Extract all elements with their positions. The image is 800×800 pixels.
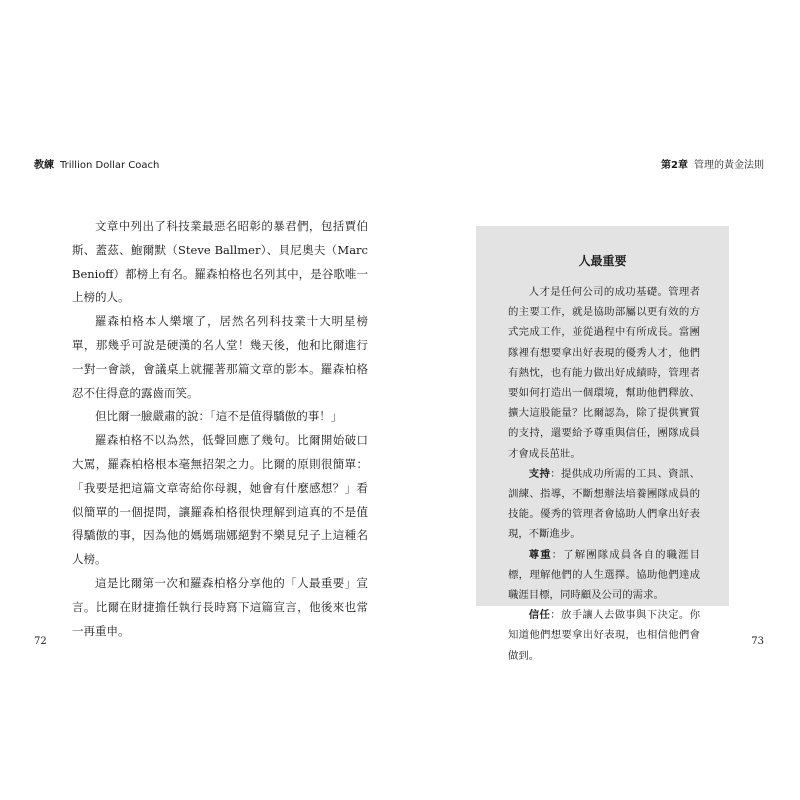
paragraph: 但比爾一臉嚴肅的說：「這不是值得驕傲的事！」 [95, 409, 343, 424]
sidebar-intro: 人才是任何公司的成功基礎。管理者的主要工作，就是協助部屬以更有效的方式完成工作，並從過程中有所成長。當團隊裡有想要拿出好表現的優秀人才，他們有熱忱，也有能力做出好成績時，管理者要如何打造出一個環境，幫助他們釋放、擴大這股能量？比爾認為，除了提供實質的支持，還要給予尊重與信任，團隊成員才會成長茁壯。 [508, 286, 700, 460]
sidebar-body [508, 282, 700, 666]
sidebar-item-term: 支持 [528, 467, 551, 480]
sidebar-item-term: 尊重 [528, 548, 552, 561]
paragraph: 這是比爾第一次和羅森柏格分享他的「人最重要」宣言。比爾在財捷擔任執行長時寫下這篇宣言，他後來也常一再重申。 [72, 575, 368, 638]
page-number-left: 72 [34, 636, 47, 647]
right-page [400, 0, 800, 800]
sidebar-title: 人最重要 [578, 254, 627, 268]
running-header-left [34, 156, 159, 171]
book-subtitle: Trillion Dollar Coach [60, 160, 160, 171]
sidebar-item-text: ：提供成功所需的工具、資訊、訓練、指導，不斷想辦法培養團隊成員的技能。優秀的管理者會協助人們拿出好表現，不斷進步。 [508, 467, 701, 541]
paragraph: 羅森柏格不以為然，低聲回應了幾句。比爾開始破口大罵，羅森柏格根本毫無招架之力。比爾的原則很簡單：「我要是把這篇文章寄給你母親，她會有什麼感想？」看似簡單的一個提問，讓羅森柏格很快理解到這真的不是值得驕傲的事，因為他的媽媽瑞娜絕對不樂見兒子上這種名人榜。 [72, 433, 368, 567]
book-title: 教練 [34, 160, 54, 171]
page-number-right: 73 [751, 636, 764, 647]
sidebar-item [508, 545, 700, 606]
chapter-title: 管理的黃金法則 [694, 160, 764, 171]
sidebar-box [476, 226, 729, 662]
sidebar-item [508, 464, 700, 545]
paragraph: 文章中列出了科技業最惡名昭彰的暴君們，包括賈伯斯、蓋茲、鮑爾默（Steve Ballmer）、貝尼奧夫（Marc Benioff）都榜上有名。羅森柏格也名列其中，是谷歌唯一上榜的人。 [72, 219, 368, 305]
sidebar-item-text: ：了解團隊成員各自的職涯目標，理解他們的人生選擇。協助他們達成職涯目標，同時顧及公司的需求。 [508, 548, 701, 602]
body-text [72, 215, 368, 643]
running-header-right [661, 156, 764, 171]
sidebar-item-text: ：放手讓人去做事與下決定。你知道他們想要拿出好表現，也相信他們會做到。 [508, 609, 701, 662]
sidebar-item [508, 605, 700, 666]
sidebar-item-term: 信任 [528, 609, 551, 622]
chapter-number: 第2章 [661, 160, 688, 171]
paragraph: 羅森柏格本人樂壞了，居然名列科技業十大明星榜單，那幾乎可說是硬漢的名人堂！幾天後，他和比爾進行一對一會談，會議桌上就擺著那篇文章的影本。羅森柏格忍不住得意的露齒而笑。 [72, 314, 368, 400]
